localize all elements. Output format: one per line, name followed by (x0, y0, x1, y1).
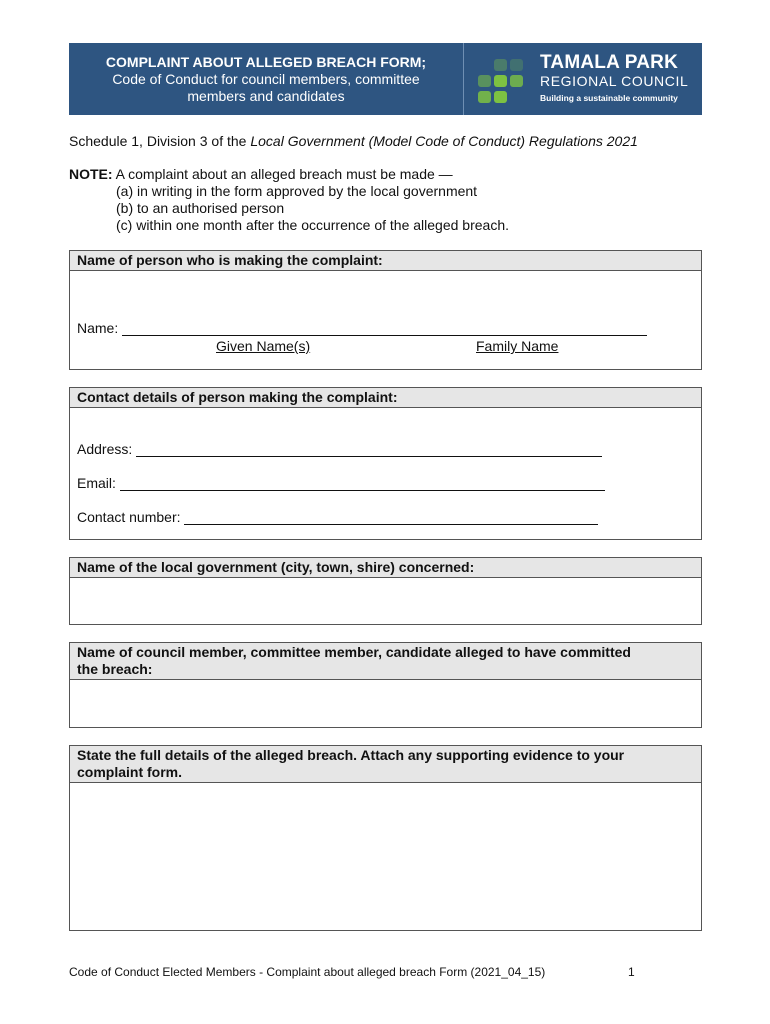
regulation-title: Local Government (Model Code of Conduct) Regulations 2021 (250, 133, 638, 149)
local-government-section (69, 557, 702, 625)
member-alleged-section (69, 642, 702, 728)
breach-details-section (69, 745, 702, 931)
form-header (69, 43, 702, 115)
logo-name-line2: REGIONAL COUNCIL (540, 73, 689, 89)
form-subtitle-line2: members and candidates (187, 88, 345, 104)
complainant-name-heading: Name of person who is making the complaint: (70, 251, 701, 271)
email-field[interactable] (77, 475, 605, 491)
name-input-line[interactable] (122, 321, 647, 336)
note-item-a: (a) in writing in the form approved by the local government (116, 183, 478, 199)
schedule-reference (69, 133, 638, 149)
given-name-label: Given Name(s) (216, 338, 311, 354)
form-title: COMPLAINT ABOUT ALLEGED BREACH FORM; (105, 54, 427, 70)
name-field[interactable] (77, 320, 647, 336)
contact-number-label: Contact number: (77, 509, 181, 525)
member-alleged-input-area[interactable] (70, 680, 701, 728)
form-subtitle-line1: Code of Conduct for council members, committee (112, 71, 420, 87)
schedule-prefix: Schedule 1, Division 3 of the (69, 133, 251, 149)
note-intro-text: A complaint about an alleged breach must be made — (112, 166, 453, 182)
logo-text (540, 53, 688, 104)
logo-tagline: Building a sustainable community (540, 93, 678, 103)
local-government-heading: Name of the local government (city, town, shire) concerned: (70, 558, 701, 578)
footer-text: Code of Conduct Elected Members - Complaint about alleged breach Form (2021_04_15) (69, 965, 546, 979)
member-alleged-heading (70, 643, 701, 680)
name-label: Name: (77, 320, 119, 336)
note-item-b: (b) to an authorised person (116, 200, 285, 216)
address-input-line[interactable] (136, 442, 602, 457)
contact-details-section (69, 387, 702, 540)
member-alleged-heading-line2: the breach: (77, 661, 153, 677)
logo-name-line1: TAMALA PARK (540, 52, 678, 73)
note-label: NOTE: (69, 166, 113, 182)
contact-details-heading: Contact details of person making the complaint: (70, 388, 701, 408)
complainant-name-section (69, 250, 702, 370)
contact-number-field[interactable] (77, 509, 598, 525)
form-title-block (69, 43, 463, 115)
breach-details-heading-line1: State the full details of the alleged breach. Attach any supporting evidence to your (77, 747, 625, 763)
note-intro (69, 166, 509, 183)
leaf-grid-icon (476, 55, 526, 105)
note-item-c: (c) within one month after the occurrence of the alleged breach. (116, 217, 509, 233)
note-block (69, 166, 509, 234)
email-input-line[interactable] (120, 476, 605, 491)
address-label: Address: (77, 441, 133, 457)
email-label: Email: (77, 475, 116, 491)
family-name-label: Family Name (476, 338, 559, 354)
address-field[interactable] (77, 441, 602, 457)
page-number: 1 (628, 965, 635, 979)
breach-details-input-area[interactable] (70, 783, 701, 931)
contact-number-input-line[interactable] (184, 510, 598, 525)
breach-details-heading (70, 746, 701, 783)
local-government-input-area[interactable] (70, 578, 701, 626)
council-logo (464, 43, 702, 115)
member-alleged-heading-line1: Name of council member, committee member, candidate alleged to have committed (77, 644, 631, 660)
breach-details-heading-line2: complaint form. (77, 764, 183, 780)
